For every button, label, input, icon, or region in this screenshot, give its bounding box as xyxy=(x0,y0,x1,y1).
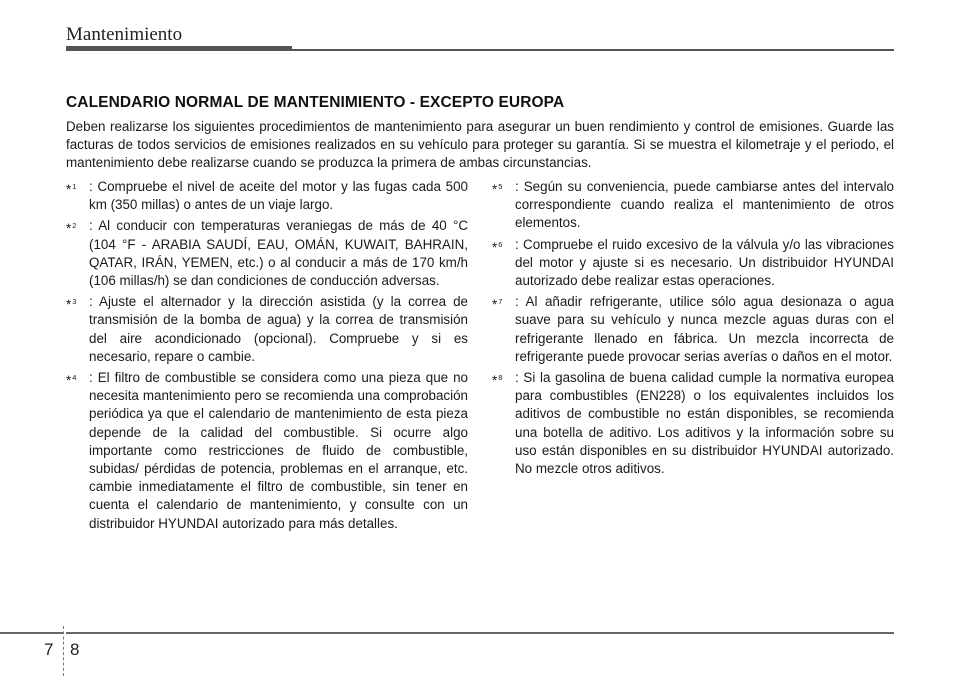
footnote-6 xyxy=(492,236,894,291)
header-rule-thin xyxy=(292,49,894,51)
footnote-text: : Al añadir refrigerante, utilice sólo agua desionaza o agua suave para su vehículo y nunca mezcle aguas duras con el refrigerante llenado en fábrica. Un mezcla incorrecta de refrigerante puede provocar serias averías o daños en el motor. xyxy=(515,294,894,364)
footnote-3 xyxy=(66,293,468,366)
footnote-text: : Según su conveniencia, puede cambiarse antes del intervalo correspondiente cuando realiza el mantenimiento de otros elementos. xyxy=(515,179,894,231)
intro-paragraph: Deben realizarse los siguientes procedimientos de mantenimiento para asegurar un buen rendimiento y control de emisiones. Guarde las facturas de todos servicios de emisiones realizados en su vehículo para proteger su garantía. Si se muestra el kilometraje y el periodo, el mantenimiento debe realizarse cuando se produzca la primera de ambas circunstancias. xyxy=(66,119,894,170)
footnote-text: : El filtro de combustible se considera como una pieza que no necesita mantenimiento pero se recomienda una comprobación periódica ya que el calendario de mantenimiento de esta pieza depende de la calidad del combustible. Si ocurre algo importante como restricciones de fluido de combustible, subidas/ pérdidas de potencia, problemas en el arranque, etc. cambie inmediatamente el filtro de combustible, sin tener en cuenta el calendario de mantenimiento, y consulte con un distribuidor HYUNDAI autorizado para más detalles. xyxy=(89,370,468,531)
footnote-2 xyxy=(66,217,468,290)
footer-rule-right xyxy=(66,632,894,634)
footnote-text: : Al conducir con temperaturas veraniegas de más de 40 °C (104 °F - ARABIA SAUDÍ, EAU, OMÁN, KUWAIT, BAHRAIN, QATAR, IRÁN, YEMEN, etc.) o al conducir a más de 170 km/h (106 millas/h) se dan condiciones de conducción adversas. xyxy=(89,218,468,289)
footnote-text: : Compruebe el ruido excesivo de la válvula y/o las vibraciones del motor y ajuste si es necesario. Un distribuidor HYUNDAI autorizado debe realizar estas operaciones. xyxy=(515,236,894,289)
footnote-marker: *$^2$ xyxy=(66,221,77,237)
section-heading: CALENDARIO NORMAL DE MANTENIMIENTO - EXCEPTO EUROPA xyxy=(66,94,565,111)
footnote-text: : Ajuste el alternador y la dirección asistida (y la correa de transmisión de la bomba de agua) y la correa de transmisión del aire acondicionado (opcional). Compruebe y si es necesario, repare o cambie. xyxy=(89,294,468,364)
page-number-divider xyxy=(63,626,64,676)
footnote-marker: *$^8$ xyxy=(492,373,503,389)
notes-left-column xyxy=(66,178,468,536)
footnote-4 xyxy=(66,369,468,533)
footnote-marker: *$^3$ xyxy=(66,297,77,313)
footnote-5 xyxy=(492,178,894,233)
page-header-title: Mantenimiento xyxy=(66,24,183,45)
header-rule-thick xyxy=(66,46,292,51)
notes-right-column xyxy=(492,178,894,481)
footer-rule-left xyxy=(0,632,64,634)
footnote-1 xyxy=(66,178,468,214)
page-number: 8 xyxy=(70,640,80,659)
footnote-marker: *$^7$ xyxy=(492,297,503,313)
footnote-marker: *$^4$ xyxy=(66,373,77,389)
footnote-marker: *$^1$ xyxy=(66,182,77,197)
footnote-text: : Si la gasolina de buena calidad cumple la normativa europea para combustibles (EN228) o los equivalentes incluidos los aditivos de combustible no están disponibles, se recomienda una botella de aditivo. Los aditivos y la información sobre su uso están disponibles en su distribuidor HYUNDAI autorizado. No mezcle otros aditivos. xyxy=(515,370,894,477)
footnote-marker: *$^5$ xyxy=(492,182,503,197)
footnote-7 xyxy=(492,293,894,366)
chapter-number: 7 xyxy=(44,640,54,659)
footnote-8 xyxy=(492,369,894,478)
footnote-text: : Compruebe el nivel de aceite del motor y las fugas cada 500 km (350 millas) o antes de un viaje largo. xyxy=(89,179,468,213)
footnote-marker: *$^6$ xyxy=(492,239,503,255)
